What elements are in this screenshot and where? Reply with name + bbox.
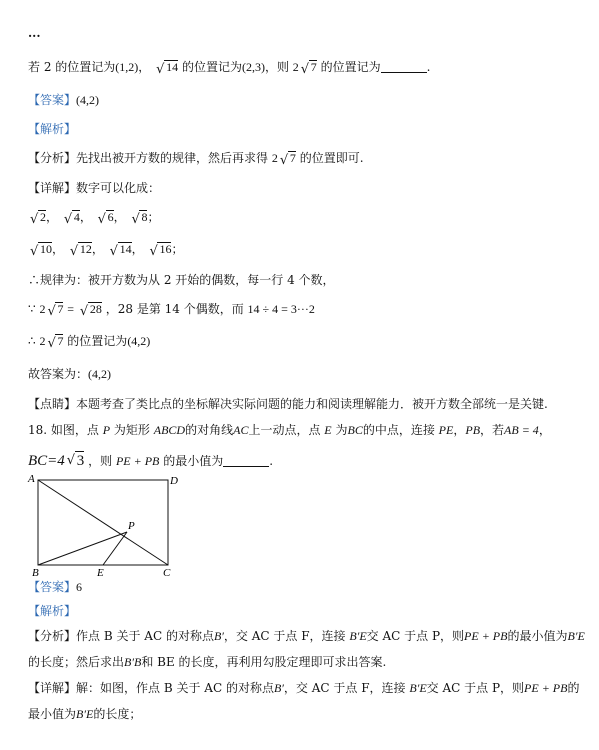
label-c: C bbox=[163, 567, 171, 578]
fenxi-18-line2: 的长度；然后求出B′B和 BE 的长度，再利用勾股定理即可求出答案. bbox=[28, 655, 387, 669]
xiangjie-18-line2: 最小值为B′E的长度； bbox=[28, 707, 142, 721]
dianjing-row: 【点睛】本题考查了类比点的坐标解决实际问题的能力和阅读理解能力．被开方数全部统一是关键. bbox=[28, 397, 548, 411]
fenxi-18-line1: 【分析】作点 B 关于 AC 的对称点B′，交 AC 于点 F，连接 B′E交 AC 于点 P，则PE + PB的最小值为B′E bbox=[28, 629, 585, 643]
final-answer-row: 故答案为：(4,2) bbox=[28, 367, 112, 381]
answer-row-18: 【答案】6 bbox=[28, 580, 83, 594]
sqrt-7: √ 7 bbox=[300, 60, 317, 77]
question-18-line2: BC=4 √ 3 ，则 PE + PB 的最小值为 . bbox=[28, 453, 274, 469]
rule-text: ∴规律为：被开方数为从 2 开始的偶数，每一行 4 个数， bbox=[28, 273, 335, 287]
because-row: ∵ 2 √ 7 = √ 28 ，28 是第 14 个偶数，而 14 ÷ 4 = 3···2 bbox=[28, 302, 315, 319]
ellipsis: ... bbox=[28, 26, 41, 40]
label-b: B bbox=[32, 567, 39, 578]
analysis-label-18: 【解析】 bbox=[28, 604, 77, 618]
diagonal-ac bbox=[38, 480, 168, 565]
rectangle-figure bbox=[24, 470, 194, 578]
question-18-line1: 18. 如图，点 P 为矩形 ABCD的对角线AC上一动点，点 E 为BC的中点，连接 PE，PB，若AB = 4， bbox=[28, 423, 551, 437]
question-17: 若 2 的位置记为(1,2)， √ 14 的位置记为(2,3)，则 2 √ 7 的位置记为 . bbox=[28, 60, 431, 77]
label-p: P bbox=[128, 520, 135, 532]
therefore-row: ∴ 2 √ 7 的位置记为(4,2) bbox=[28, 334, 151, 351]
label-e: E bbox=[97, 567, 104, 578]
root-row-2: √ 10， √ 12， √ 14， √ 16； bbox=[30, 242, 184, 259]
fenxi-row: 【分析】先找出被开方数的规律，然后再求得 2 √ 7 的位置即可. bbox=[28, 151, 364, 168]
label-d: D bbox=[170, 475, 178, 487]
answer-blank-18 bbox=[223, 466, 269, 467]
answer-blank bbox=[381, 72, 427, 73]
sqrt-14: √ 14 bbox=[156, 60, 179, 77]
answer-row-17: 【答案】(4,2) bbox=[28, 93, 100, 107]
analysis-label: 【解析】 bbox=[28, 122, 77, 136]
root-row-1: √ 2， √ 4， √ 6， √ 8； bbox=[30, 210, 160, 227]
segment-pb bbox=[38, 532, 127, 565]
xiangjie-18-line1: 【详解】解：如图，作点 B 关于 AC 的对称点B′，交 AC 于点 F，连接 B′E交 AC 于点 P，则PE + PB的 bbox=[28, 681, 580, 695]
xiangjie-row: 【详解】数字可以化成： bbox=[28, 181, 161, 195]
label-a: A bbox=[28, 473, 35, 485]
